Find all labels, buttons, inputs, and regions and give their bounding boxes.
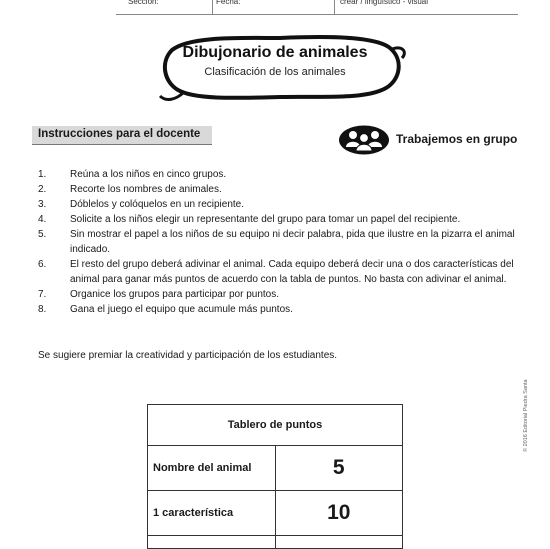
list-item: 5. Sin mostrar el papel a los niños de su equipo ni decir palabra, pida que ilustre en la pizarra el animal indicado. [38, 229, 515, 255]
list-item: 6. El resto del grupo deberá adivinar el animal. Cada equipo deberá decir una o dos características del animal para ganar más puntos de acuerdo con la tabla de puntos. No basta con adivinar el animal. [38, 259, 514, 285]
points-row-label: 1 característica [148, 491, 276, 536]
title-banner [150, 30, 410, 110]
list-item: 2. Recorte los nombres de animales. [38, 184, 222, 195]
header-divider [212, 0, 213, 14]
header-divider [334, 0, 335, 14]
banner-subtitle: Clasificación de los animales [204, 66, 346, 78]
teacher-note: Se sugiere premiar la creatividad y participación de los estudiantes. [38, 350, 338, 361]
instructions-heading-text: Instrucciones para el docente [38, 128, 201, 140]
banner-title: Dibujonario de animales [182, 44, 368, 61]
list-item: 1. Reúna a los niños en cinco grupos. [38, 169, 227, 180]
header-line [116, 14, 518, 15]
group-work-badge [338, 125, 518, 155]
group-people-icon [338, 125, 390, 155]
seccion-label: Sección: [128, 0, 159, 6]
group-work-label: Trabajemos en grupo [396, 132, 518, 146]
fecha-label: Fecha: [216, 0, 241, 6]
copyright-notice: © 2016 Editorial Piedra Santa [523, 379, 529, 452]
instructions-list [38, 167, 528, 317]
skills-text: crear / lingüístico - visual [340, 0, 429, 6]
table-row [148, 491, 403, 536]
table-row [148, 536, 403, 549]
points-table-title: Tablero de puntos [148, 405, 403, 446]
list-item: 7. Organice los grupos para participar por puntos. [38, 289, 280, 300]
header-strip [0, 0, 550, 22]
points-row-label: Nombre del animal [148, 446, 276, 491]
points-row-value: 5 [275, 446, 403, 491]
list-item: 4. Solicite a los niños elegir un representante del grupo para tomar un papel del recipiente. [38, 214, 461, 225]
list-item: 8. Gana el juego el equipo que acumule más puntos. [38, 304, 293, 315]
list-item: 3. Dóblelos y colóquelos en un recipiente. [38, 199, 244, 210]
points-row-value: 10 [275, 491, 403, 536]
instructions-heading [32, 126, 212, 145]
points-table [147, 404, 403, 549]
table-row [148, 446, 403, 491]
